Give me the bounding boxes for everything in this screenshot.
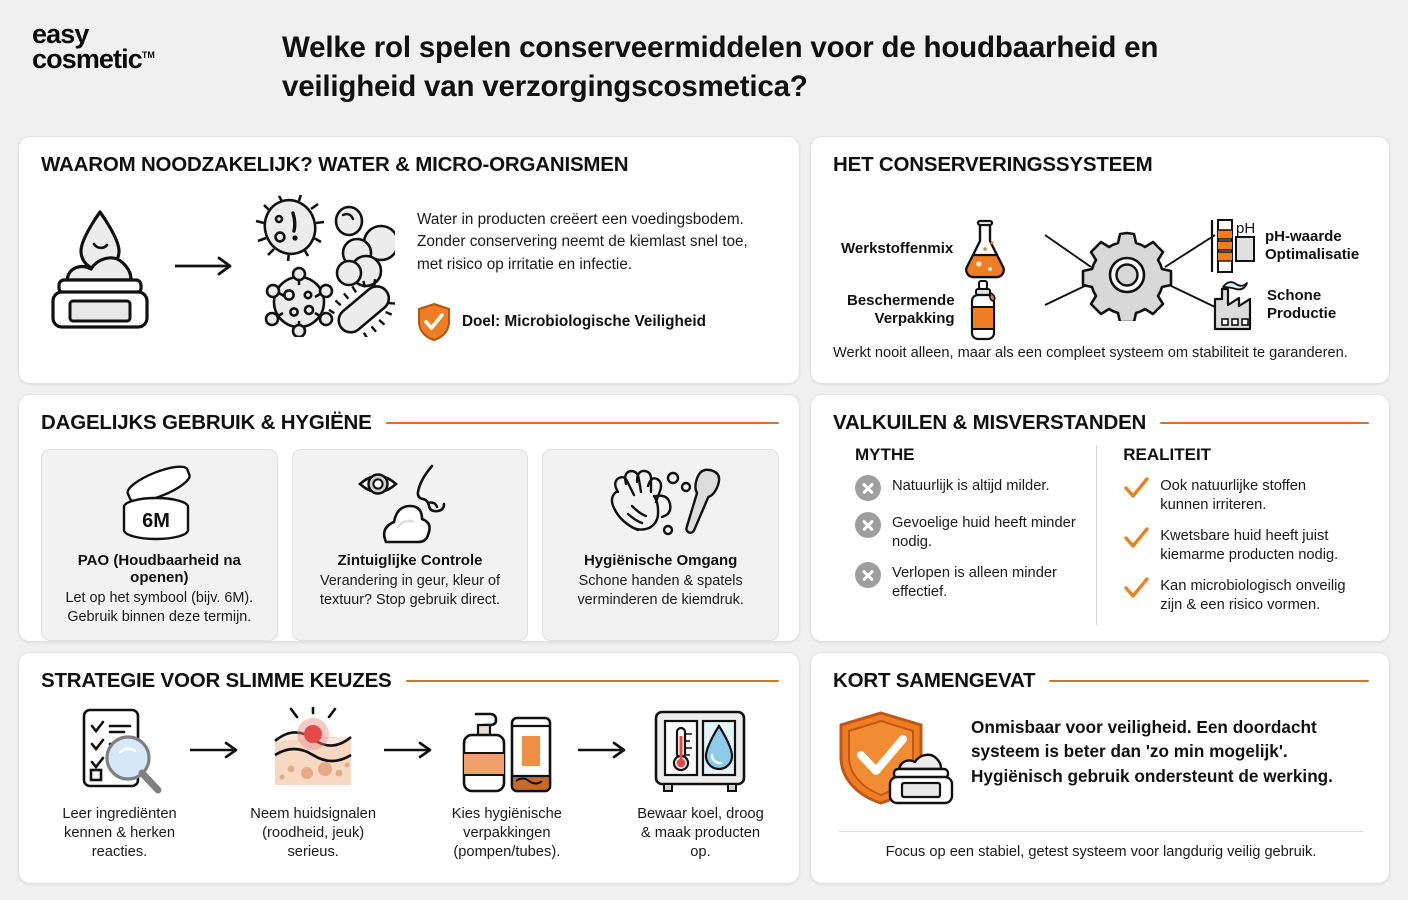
reality-text: Kan microbiologisch onveilig zijn & een risico vormen. xyxy=(1160,578,1346,613)
reality-text: Ook natuurlijke stoffen kunnen irriteren. xyxy=(1160,478,1307,513)
panel-summary-title: KORT SAMENGEVAT xyxy=(833,669,1036,692)
flow-arrow-1 xyxy=(188,705,245,759)
card-pao-heading: PAO (Houdbaarheid na openen) xyxy=(77,552,241,586)
myth-item xyxy=(855,475,1082,501)
hand-wash-spatula-icon xyxy=(596,462,726,548)
system-node-ph-label-2: Optimalisatie xyxy=(1265,246,1360,263)
system-node-verpakking-label-1: Beschermende xyxy=(847,292,955,309)
panel-why-title: WAAROM NOODZAKELIJK? WATER & MICRO-ORGANISMEN xyxy=(41,153,629,176)
card-sensory-text: Verandering in geur, kleur of textuur? Stop gebruik direct. xyxy=(319,573,500,609)
panel-summary-header xyxy=(833,669,1369,693)
system-diagram xyxy=(833,183,1369,341)
card-pao xyxy=(41,449,278,641)
summary-footer: Focus op een stabiel, getest systeem voor langdurig veilig gebruik. xyxy=(885,844,1317,860)
reality-item xyxy=(1123,475,1355,514)
card-pao-text: Let op het symbool (bijv. 6M). Gebruik binnen deze termijn. xyxy=(65,590,254,626)
panel-daily-use xyxy=(18,394,800,642)
panel-preservation-system xyxy=(810,136,1390,384)
card-hygiene-text: Schone handen & spatels verminderen de kiemdruk. xyxy=(577,573,744,609)
system-center-gear xyxy=(1081,229,1173,321)
page-header xyxy=(0,0,1408,118)
flow-arrow-3 xyxy=(575,705,632,759)
ph-strip-icon xyxy=(1209,217,1257,275)
pao-symbol-text: 6M xyxy=(142,510,171,532)
heading-rule xyxy=(1160,422,1369,425)
why-goal xyxy=(417,302,777,342)
flow-step-4-text: Bewaar koel, droog & maak producten op. xyxy=(637,806,764,861)
why-body-text: Water in producten creëert een voedingsbodem. Zonder conservering neemt de kiemlast snel toe, met risico op irritatie en infectie. xyxy=(417,211,748,273)
panel-system-header xyxy=(833,153,1369,177)
cross-icon xyxy=(855,512,881,538)
system-node-ph xyxy=(1209,217,1359,275)
gear-icon xyxy=(1081,229,1173,321)
panel-daily-title: DAGELIJKS GEBRUIK & HYGIËNE xyxy=(41,411,372,434)
microbes-icon xyxy=(253,195,395,337)
card-sensory-heading: Zintuiglijke Controle xyxy=(337,552,483,569)
panel-system-title: HET CONSERVERINGSSYSTEEM xyxy=(833,153,1153,176)
flow-arrow-2 xyxy=(382,705,439,759)
system-node-ph-label-1: pH-waarde xyxy=(1265,228,1342,245)
card-hygiene-heading: Hygiënische Omgang xyxy=(583,552,738,569)
myth-text: Gevoelige huid heeft minder nodig. xyxy=(892,515,1076,550)
myth-text: Verlopen is alleen minder effectief. xyxy=(892,565,1057,600)
system-node-productie-label-1: Schone xyxy=(1267,287,1322,304)
reality-text: Kwetsbare huid heeft juist kiemarme producten nodig. xyxy=(1160,528,1339,563)
brand-line-1: easy xyxy=(32,19,89,49)
flow-step-1 xyxy=(51,705,188,862)
reality-item xyxy=(1123,575,1355,614)
why-illustration xyxy=(41,195,413,337)
pump-bottle-icon xyxy=(963,279,1005,341)
arrow-right-icon xyxy=(173,256,239,276)
trademark-symbol: TM xyxy=(141,49,155,60)
panel-strategy-title: STRATEGIE VOOR SLIMME KEUZES xyxy=(41,669,392,692)
system-node-verpakking-label-2: Verpakking xyxy=(874,310,955,327)
storage-cabinet-icon xyxy=(632,705,769,797)
reality-heading: REALITEIT xyxy=(1123,445,1212,464)
heading-rule xyxy=(1049,680,1369,683)
flow-step-1-text: Leer ingrediënten kennen & herken reacties. xyxy=(62,806,177,861)
flow-step-3-text: Kies hygiënische verpakkingen (pompen/tubes). xyxy=(451,806,562,861)
system-footer-text: Werkt nooit alleen, maar als een compleet systeem om stabiliteit te garanderen. xyxy=(833,345,1348,361)
flask-icon xyxy=(961,219,1009,279)
shield-check-icon xyxy=(417,302,451,342)
brand-line-2: cosmetic xyxy=(32,43,142,74)
cross-icon xyxy=(855,562,881,588)
reality-column xyxy=(1096,445,1369,625)
panel-why-necessary xyxy=(18,136,800,384)
page-title: Welke rol spelen conserveermiddelen voor de houdbaarheid en veiligheid van verzorgingscosmetica? xyxy=(282,31,1159,104)
flow-step-4 xyxy=(632,705,769,862)
card-sensory xyxy=(292,449,529,641)
checklist-magnifier-icon xyxy=(51,705,188,797)
reality-item xyxy=(1123,525,1355,564)
panel-myths-reality xyxy=(810,394,1390,642)
system-node-werkstoffenmix-label: Werkstoffenmix xyxy=(841,240,954,257)
panel-summary xyxy=(810,652,1390,884)
brand-logo xyxy=(0,14,282,72)
panel-myths-title: VALKUILEN & MISVERSTANDEN xyxy=(833,411,1147,434)
svg-text:pH: pH xyxy=(1236,220,1256,237)
flow-step-2 xyxy=(245,705,382,862)
myth-item xyxy=(855,562,1082,601)
why-goal-label: Doel: Microbiologische Veiligheid xyxy=(462,312,706,330)
heading-rule xyxy=(386,422,779,425)
check-icon xyxy=(1123,575,1149,601)
panel-why-header xyxy=(41,153,779,177)
flow-step-2-text: Neem huidsignalen (roodheid, jeuk) serieus. xyxy=(250,806,377,861)
panel-myths-header xyxy=(833,411,1369,435)
myth-heading: MYTHE xyxy=(855,445,915,464)
system-node-werkstoffenmix xyxy=(841,219,1009,279)
panel-strategy xyxy=(18,652,800,884)
cream-jar-icon xyxy=(41,202,159,330)
panel-grid xyxy=(18,136,1390,888)
panel-daily-header xyxy=(41,411,779,435)
myth-text: Natuurlijk is altijd milder. xyxy=(892,478,1050,494)
panel-strategy-header xyxy=(41,669,779,693)
myth-column xyxy=(855,445,1096,625)
shield-check-jar-icon xyxy=(837,707,955,815)
system-node-verpakking xyxy=(847,279,1005,341)
skin-irritation-icon xyxy=(245,705,382,797)
pump-tube-icon xyxy=(438,705,575,797)
factory-icon xyxy=(1209,279,1259,331)
myth-item xyxy=(855,512,1082,551)
heading-rule xyxy=(406,680,779,683)
system-node-productie-label-2: Productie xyxy=(1267,305,1337,322)
flow-step-3 xyxy=(438,705,575,862)
system-node-productie xyxy=(1209,279,1336,331)
pao-jar-icon xyxy=(99,462,219,548)
summary-text: Onmisbaar voor veiligheid. Een doordacht systeem is beter dan 'zo min mogelijk'. Hygiënisch gebruik ondersteunt de werking. xyxy=(971,717,1333,786)
card-hygiene xyxy=(542,449,779,641)
eye-nose-cream-icon xyxy=(350,462,470,548)
cross-icon xyxy=(855,475,881,501)
check-icon xyxy=(1123,475,1149,501)
check-icon xyxy=(1123,525,1149,551)
